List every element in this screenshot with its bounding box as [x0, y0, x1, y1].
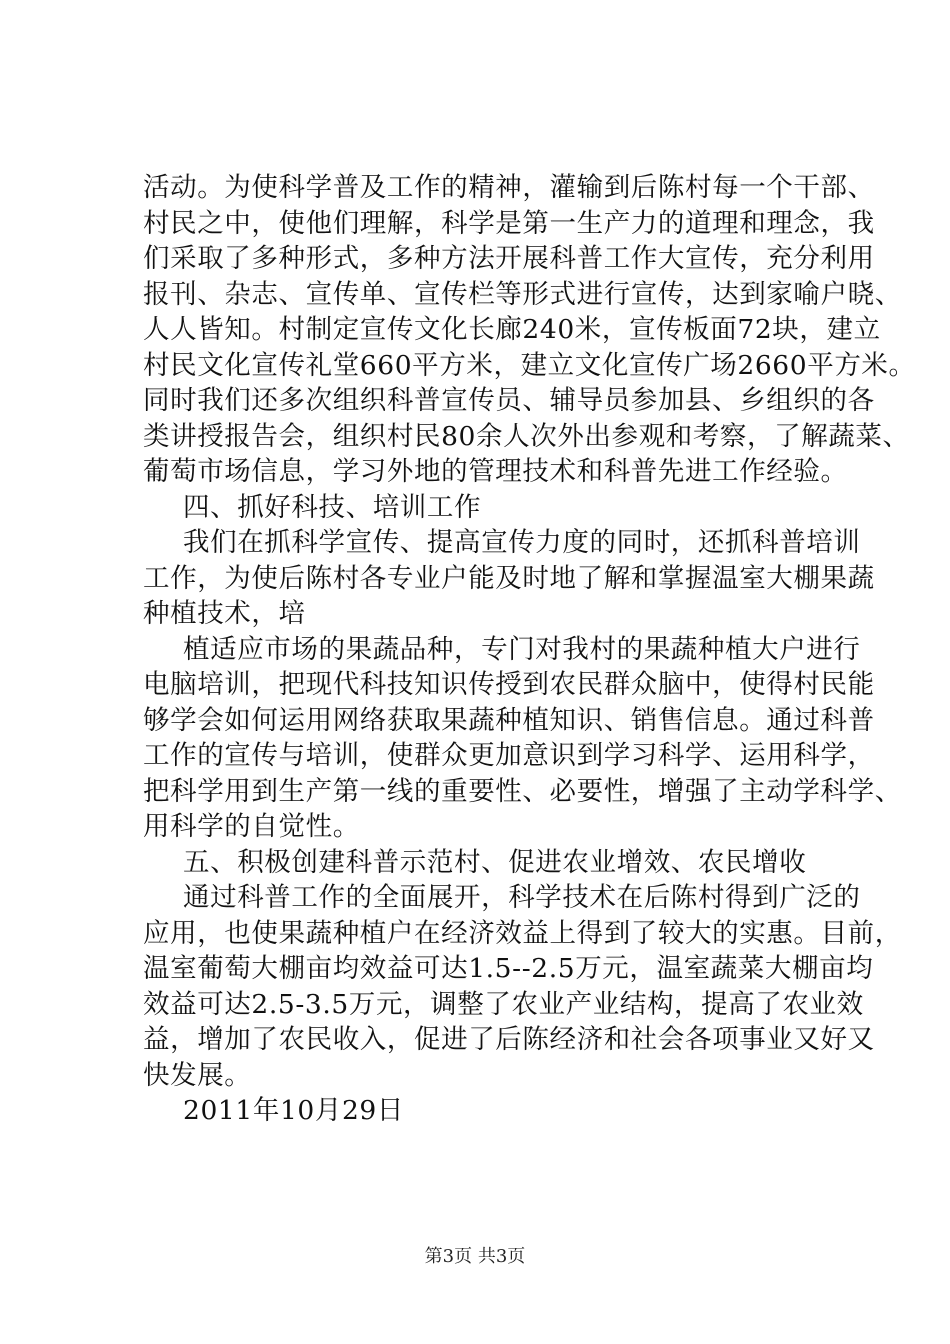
text-line: 应用，也使果蔬种植户在经济效益上得到了较大的实惠。目前，: [143, 917, 902, 949]
text-line: 工作，为使后陈村各专业户能及时地了解和掌握温室大棚果蔬: [143, 562, 875, 594]
text-line: 电脑培训，把现代科技知识传授到农民群众脑中，使得村民能: [143, 669, 875, 700]
text-line: 们采取了多种形式，多种方法开展科普工作大宣传，充分利用: [143, 243, 875, 274]
text-line: 村民之中，使他们理解，科学是第一生产力的道理和理念，我: [143, 207, 875, 239]
text-line: 效益可达2.5-3.5万元，调整了农业产业结构，提高了农业效: [143, 988, 864, 1020]
text-line: 报刊、杂志、宣传单、宣传栏等形式进行宣传，达到家喻户晓、: [143, 278, 902, 310]
text-line: 2011年10月29日: [183, 1095, 404, 1126]
text-line: 类讲授报告会，组织村民80余人次外出参观和考察，了解蔬菜、: [143, 420, 910, 452]
text-line: 够学会如何运用网络获取果蔬种植知识、销售信息。通过科普: [143, 704, 875, 736]
document-body: [143, 170, 916, 1129]
text-line: 快发展。: [143, 1059, 252, 1091]
text-line: 人人皆知。村制定宣传文化长廊240米，宣传板面72块，建立: [143, 314, 881, 345]
text-line: 葡萄市场信息，学习外地的管理技术和科普先进工作经验。: [143, 456, 848, 487]
text-line: 村民文化宣传礼堂660平方米，建立文化宣传广场2660平方米。: [143, 349, 916, 381]
text-line: 工作的宣传与培训，使群众更加意识到学习科学、运用科学，: [143, 740, 875, 771]
text-line: 四、抓好科技、培训工作: [183, 491, 482, 523]
text-line: 我们在抓科学宣传、提高宣传力度的同时，还抓科普培训: [183, 527, 861, 558]
text-line: 通过科普工作的全面展开，科学技术在后陈村得到广泛的: [183, 882, 861, 913]
text-line: 活动。为使科学普及工作的精神，灌输到后陈村每一个干部、: [143, 172, 875, 203]
page-footer: 第3页 共3页: [424, 1246, 526, 1267]
text-line: 同时我们还多次组织科普宣传员、辅导员参加县、乡组织的各: [143, 385, 875, 416]
text-line: 植适应市场的果蔬品种，专门对我村的果蔬种植大户进行: [183, 633, 861, 665]
text-line: 五、积极创建科普示范村、促进农业增效、农民增收: [183, 846, 807, 878]
text-line: 种植技术，培: [143, 598, 306, 629]
text-line: 用科学的自觉性。: [143, 811, 360, 842]
text-line: 温室葡萄大棚亩均效益可达1.5--2.5万元，温室蔬菜大棚亩均: [143, 953, 874, 984]
text-line: 把科学用到生产第一线的重要性、必要性，增强了主动学科学、: [143, 775, 902, 807]
text-line: 益，增加了农民收入，促进了后陈经济和社会各项事业又好又: [143, 1024, 875, 1055]
